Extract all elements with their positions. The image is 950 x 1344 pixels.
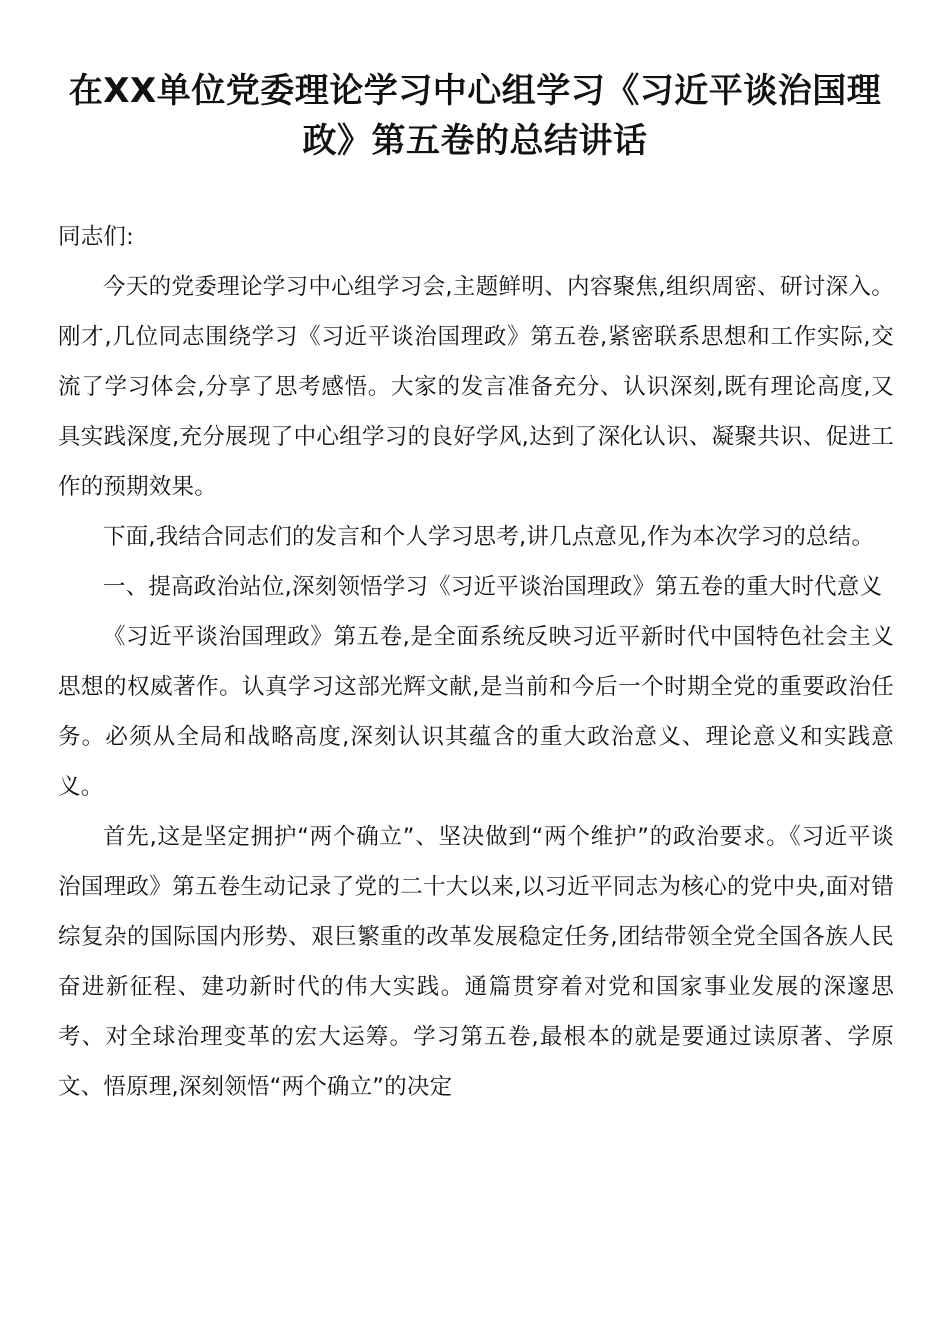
- document-body: [58, 212, 894, 1112]
- salutation: 同志们:: [58, 224, 134, 250]
- paragraph-opening: 今天的党委理论学习中心组学习会,主题鲜明、内容聚焦,组织周密、研讨深入。刚才,几位同志围绕学习《习近平谈治国理政》第五卷,紧密联系思想和工作实际,交流了学习体会,分享了思考感悟。大家的发言准备充分、认识深刻,既有理论高度,又具实践深度,充分展现了中心组学习的良好学风,达到了深化认识、凝聚共识、促进工作的预期效果。: [58, 274, 894, 500]
- section-heading-one: 一、提高政治站位,深刻领悟学习《习近平谈治国理政》第五卷的重大时代意义: [103, 574, 883, 600]
- paragraph-first-point: 首先,这是坚定拥护“两个确立”、坚决做到“两个维护”的政治要求。《习近平谈治国理政》第五卷生动记录了党的二十大以来,以习近平同志为核心的党中央,面对错综复杂的国际国内形势、艰巨繁重的改革发展稳定任务,团结带领全党全国各族人民奋进新征程、建功新时代的伟大实践。通篇贯穿着对党和国家事业发展的深邃思考、对全球治理变革的宏大运筹。学习第五卷,最根本的就是要通过读原著、学原文、悟原理,深刻领悟“两个确立”的决定: [58, 824, 894, 1100]
- document-title: 在XX单位党委理论学习中心组学习《习近平谈治国理政》第五卷的总结讲话: [68, 71, 882, 161]
- paragraph-transition: 下面,我结合同志们的发言和个人学习思考,讲几点意见,作为本次学习的总结。: [103, 524, 875, 550]
- paragraph-section-intro: 《习近平谈治国理政》第五卷,是全面系统反映习近平新时代中国特色社会主义思想的权威著作。认真学习这部光辉文献,是当前和今后一个时期全党的重要政治任务。必须从全局和战略高度,深刻认识其蕴含的重大政治意义、理论意义和实践意义。: [58, 624, 894, 800]
